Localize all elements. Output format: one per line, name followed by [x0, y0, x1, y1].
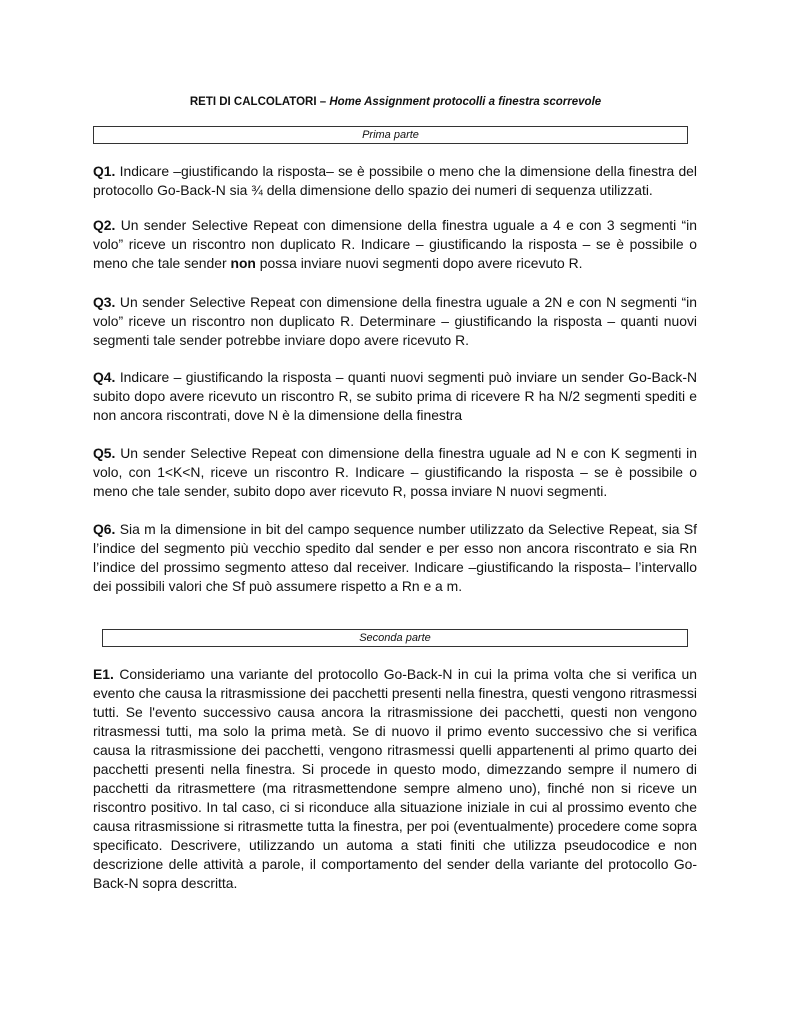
question-text: Un sender Selective Repeat con dimensione della finestra uguale ad N e con K segmenti in volo, con 1<K<N, riceve un riscontro R. Indicare – giustificando la risposta – se è possibile o meno che tale sender, subito dopo aver ricevuto R, possa inviare N nuovi segmenti. — [93, 445, 697, 499]
title-main: RETI DI CALCOLATORI – — [189, 96, 330, 108]
question-text: Un sender Selective Repeat con dimensione della finestra uguale a 4 e con 3 segmenti “in volo” riceve un riscontro non duplicato R. Indicare – giustificando la risposta – se è possibile o meno che tale sender — [93, 217, 697, 271]
question-text: Un sender Selective Repeat con dimensione della finestra uguale a 2N e con N segmenti “in volo” riceve un riscontro non duplicato R. Determinare – giustificando la risposta – quanti nuovi segmenti tale sender potrebbe inviare dopo avere ricevuto R. — [93, 294, 697, 348]
section-header-first: Prima parte — [93, 126, 688, 144]
question-q5 — [93, 444, 697, 501]
exercise-text: Consideriamo una variante del protocollo Go-Back-N in cui la prima volta che si verifica un evento che causa la ritrasmissione dei pacchetti presenti nella finestra, questi vengono ritrasmessi tutti. Se l'evento successivo causa ancora la ritrasmissione dei pacchetti, questi non vengono ritrasmessi tutti, ma solo la prima metà. Se di nuovo il primo evento successivo che si verifica causa la ritrasmissione dei pacchetti, vengono ritrasmessi quelli appartenenti al primo quarto dei pacchetti presenti nella finestra. Si procede in questo modo, dimezzando sempre il numero di pacchetti da ritrasmettere (ma ritrasmettendone sempre almeno uno), finché non si riceve un riscontro positivo. In tal caso, ci si riconduce alla situazione iniziale in cui al prossimo evento che causa ritrasmissione si ritrasmette tutta la finestra, per poi (eventualmente) procedere come sopra specificato. Descrivere, utilizzando un automa a stati finiti che utilizza pseudocodice e non descrizione delle attività a parole, il comportamento del sender della variante del protocollo Go-Back-N sopra descritta. — [93, 666, 697, 891]
question-text: Sia m la dimensione in bit del campo sequence number utilizzato da Selective Repeat, sia Sf l’indice del segmento più vecchio spedito dal sender e per esso non ancora riscontrato e sia Rn l’indice del prossimo segmento atteso dal receiver. Indicare –giustificando la risposta– l’intervallo dei possibili valori che Sf può assumere rispetto a Rn e a m. — [93, 521, 697, 594]
question-emphasis: non — [230, 255, 256, 271]
question-label: Q3. — [93, 294, 116, 310]
question-label: Q1. — [93, 163, 116, 179]
title-subtitle: Home Assignment protocolli a finestra scorrevole — [329, 96, 602, 108]
section-header-second: Seconda parte — [102, 629, 688, 647]
question-q3 — [93, 293, 697, 350]
document-title — [0, 94, 791, 110]
question-text: Indicare –giustificando la risposta– se è possibile o meno che la dimensione della finestra del protocollo Go-Back-N sia ¾ della dimensione dello spazio dei numeri di sequenza utilizzati. — [93, 163, 697, 198]
exercise-label: E1. — [93, 666, 114, 682]
question-label: Q6. — [93, 521, 116, 537]
exercise-e1 — [93, 665, 697, 893]
question-text: Indicare – giustificando la risposta – quanti nuovi segmenti può inviare un sender Go-Back-N subito dopo avere ricevuto un riscontro R, se subito prima di ricevere R ha N/2 segmenti spediti e non ancora riscontrati, dove N è la dimensione della finestra — [93, 369, 697, 423]
question-q2 — [93, 216, 697, 273]
question-label: Q5. — [93, 445, 116, 461]
question-label: Q2. — [93, 217, 116, 233]
question-text-end: possa inviare nuovi segmenti dopo avere ricevuto R. — [255, 255, 583, 271]
question-q1 — [93, 162, 697, 200]
question-q4 — [93, 368, 697, 425]
question-label: Q4. — [93, 369, 116, 385]
question-q6 — [93, 520, 697, 596]
